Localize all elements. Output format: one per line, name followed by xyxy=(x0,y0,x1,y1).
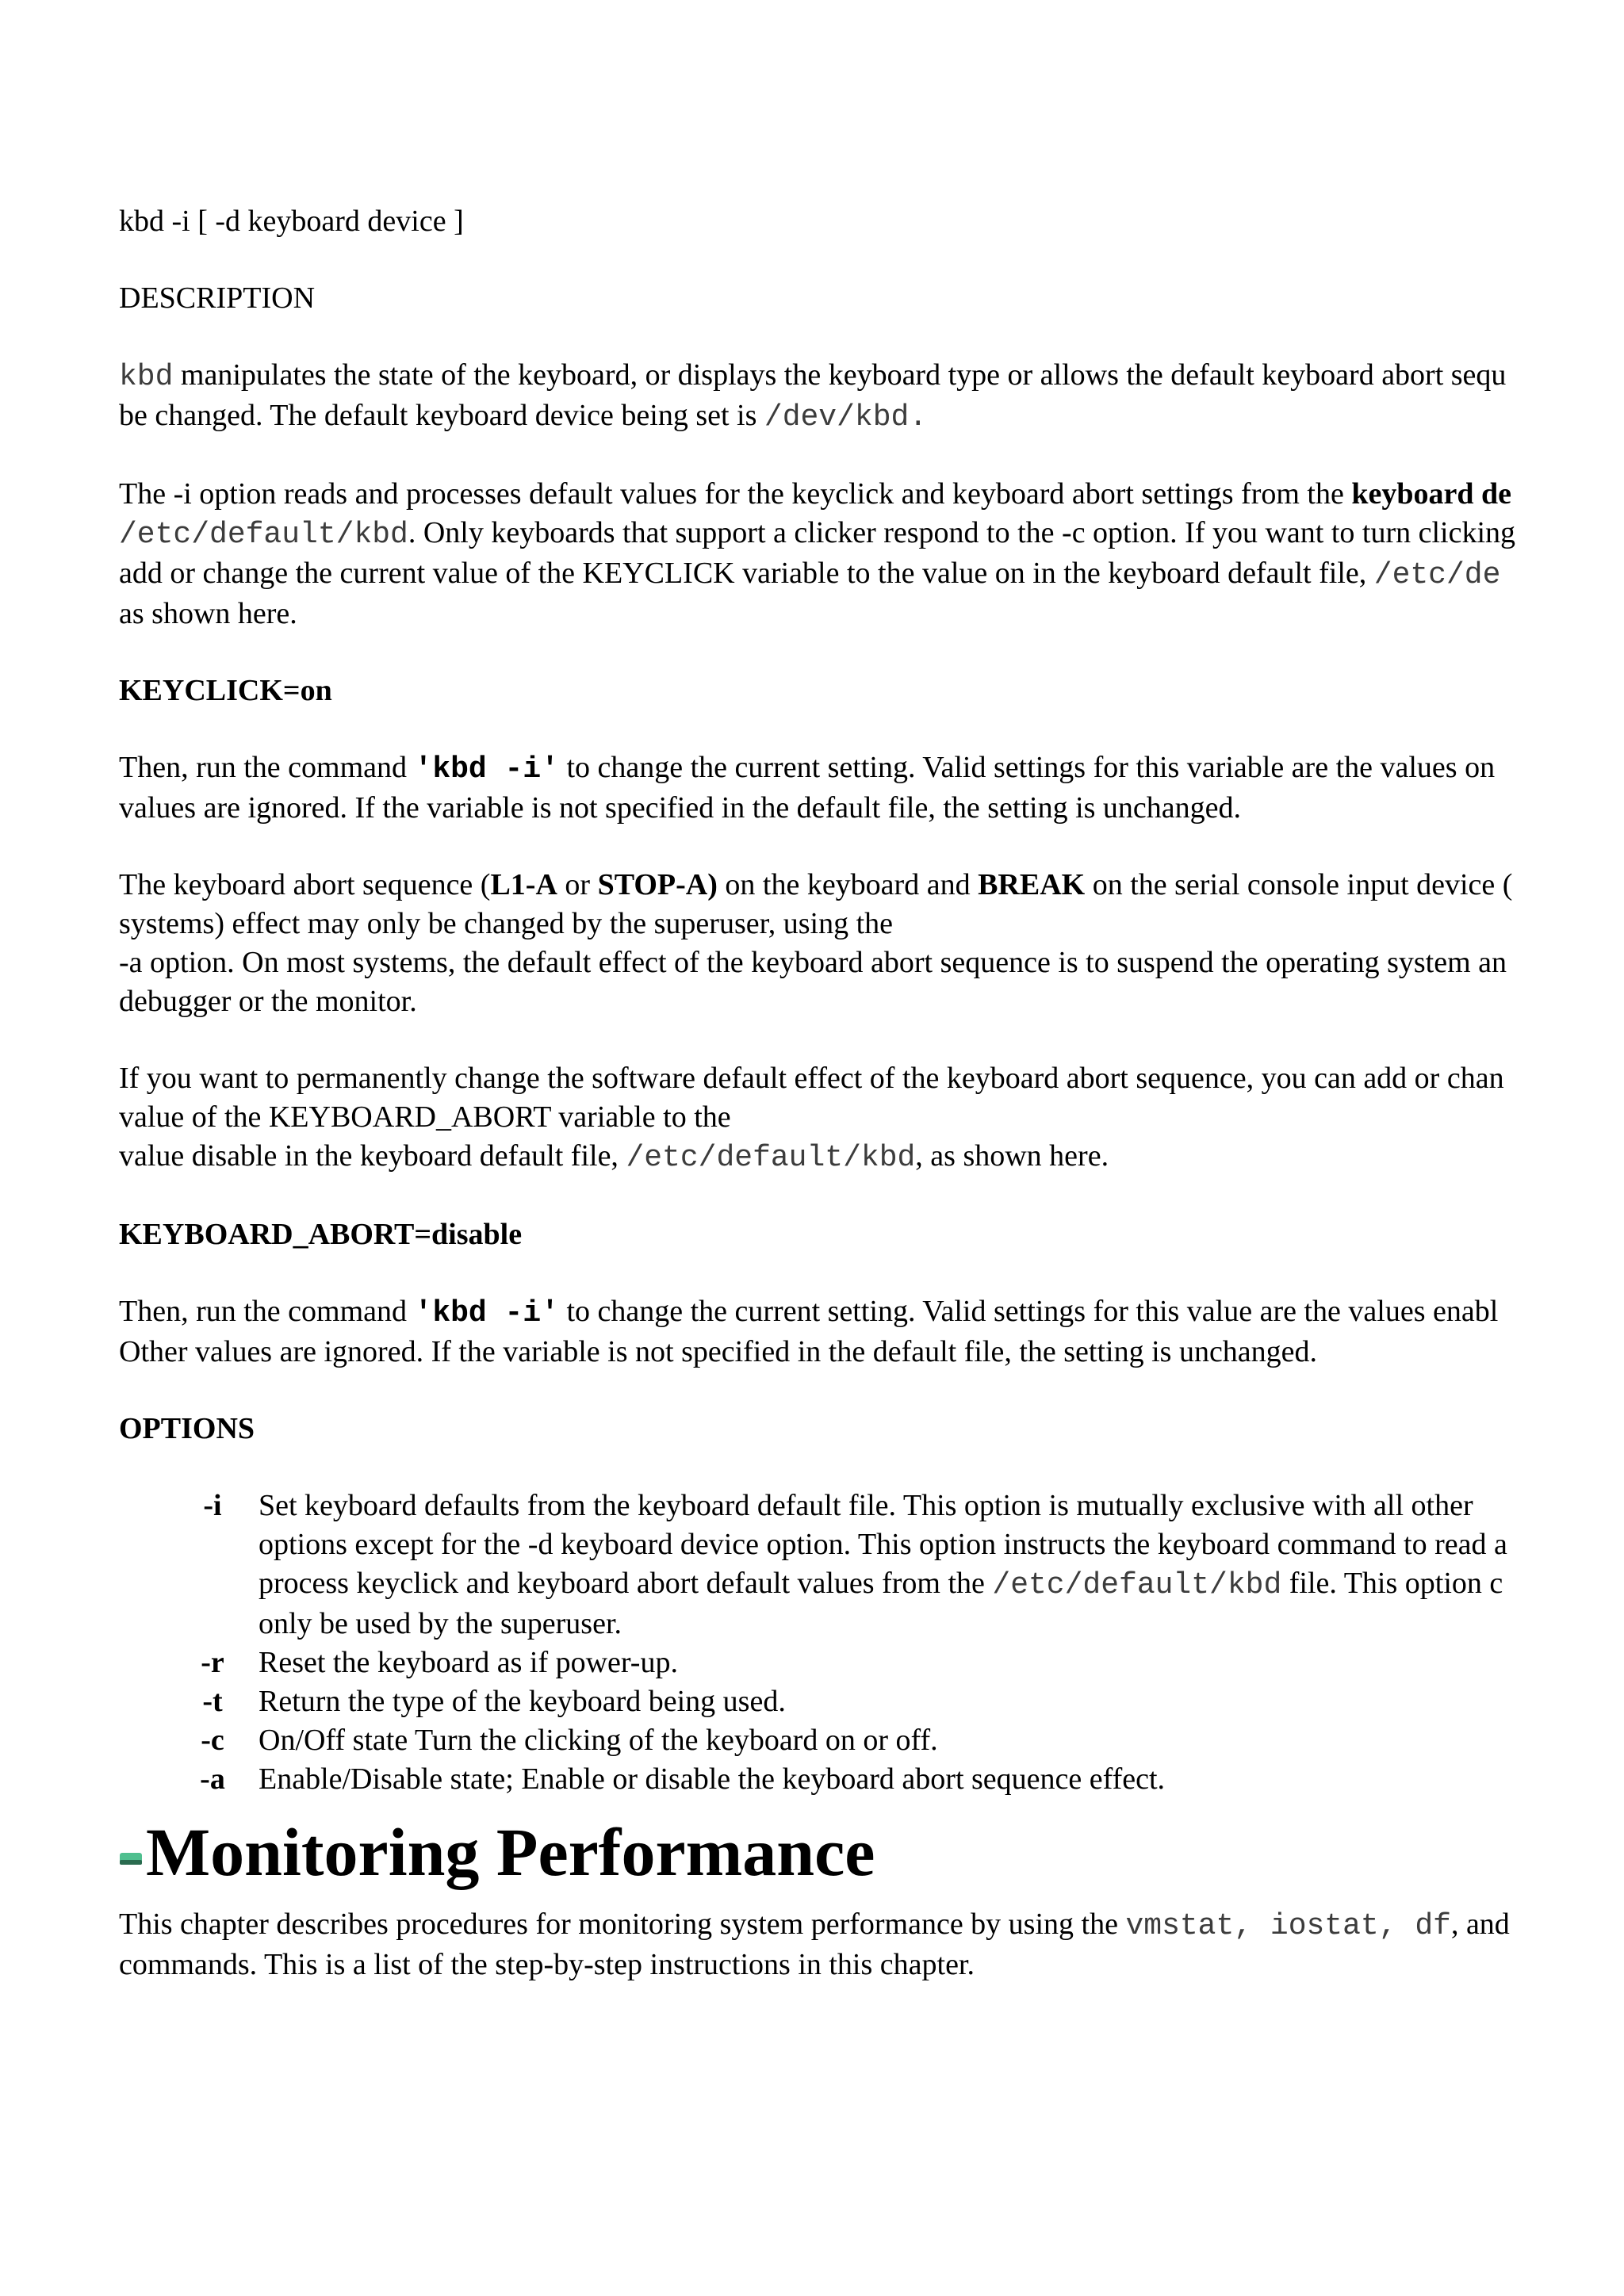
code-kbd-i: 'kbd -i' xyxy=(414,752,559,786)
options-list xyxy=(167,1487,1624,1799)
cmd-kbd: kbd xyxy=(119,360,174,394)
paragraph-permanent-change: If you want to permanently change the software default effect of the keyboard abort sequence, you can add or chan value of the KEYBOARD_ABORT variable to the value disable in the keyboard default file, /etc/default/kbd, as shown here. xyxy=(119,1062,1504,1175)
keyclick-setting: KEYCLICK=on xyxy=(119,674,332,707)
path-default-kbd: /etc/default/kbd xyxy=(119,518,408,552)
paragraph-chapter-intro: This chapter describes procedures for monitoring system performance by using the vmstat, iostat, df, and commands. This is a list of the step-by-step instructions in this chapter. xyxy=(119,1908,1510,1981)
abort-setting: KEYBOARD_ABORT=disable xyxy=(119,1218,523,1251)
section-title: Monitoring Performance xyxy=(119,1808,1624,1896)
description-heading: DESCRIPTION xyxy=(119,281,316,315)
path-dev-kbd: /dev/kbd. xyxy=(764,400,928,434)
paragraph-abort-sequence: The keyboard abort sequence (L1-A or STOP-A) on the keyboard and BREAK on the serial console input device ( systems) effect may only be changed by the superuser, using the -a option. On most systems, the default effect of the keyboard abort sequence is to suspend the operating system an debugger or the monitor. xyxy=(119,868,1513,1018)
option-i: -i Set keyboard defaults from the keyboard default file. This option is mutually exclusive with all other options except for the -d keyboard device option. This option instructs the keyboard command to read a process keyclick and keyboard abort default values from the /etc/default/kbd file. This option c only be used by the superuser. xyxy=(203,1489,1507,1640)
option-r: -r Reset the keyboard as if power-up. xyxy=(201,1646,678,1679)
minus-bullet-icon[interactable] xyxy=(119,1850,143,1868)
paragraph-i-option: The -i option reads and processes default values for the keyclick and keyboard abort settings from the keyboard de /etc/default/kbd. Only keyboards that support a clicker respond to the -c option. If you want to turn clicking add or change the current value of the KEYCLICK variable to the value on in the keyboard default file, /etc/de as shown here. xyxy=(119,477,1516,630)
option-a: -a Enable/Disable state; Enable or disable the keyboard abort sequence effect. xyxy=(200,1762,1166,1796)
paragraph-keyclick-run: Then, run the command 'kbd -i' to change the current setting. Valid settings for this variable are the values on values are ignored. If the variable is not specified in the default file, the setting is unchanged. xyxy=(119,751,1496,825)
option-t: -t Return the type of the keyboard being used. xyxy=(202,1685,786,1718)
option-c: -c On/Off state Turn the clicking of the keyboard on or off. xyxy=(201,1724,938,1757)
document-page xyxy=(119,202,1624,1984)
options-heading: OPTIONS xyxy=(119,1412,255,1445)
paragraph-intro: kbd manipulates the state of the keyboard, or displays the keyboard type or allows the default keyboard abort sequ be changed. The default keyboard device being set is /dev/kbd. xyxy=(119,358,1507,434)
synopsis: kbd -i [ -d keyboard device ] xyxy=(119,205,464,238)
paragraph-abort-run: Then, run the command 'kbd -i' to change the current setting. Valid settings for this value are the values enabl Other values are ignored. If the variable is not specified in the default file, the setting is unchanged. xyxy=(119,1295,1499,1368)
